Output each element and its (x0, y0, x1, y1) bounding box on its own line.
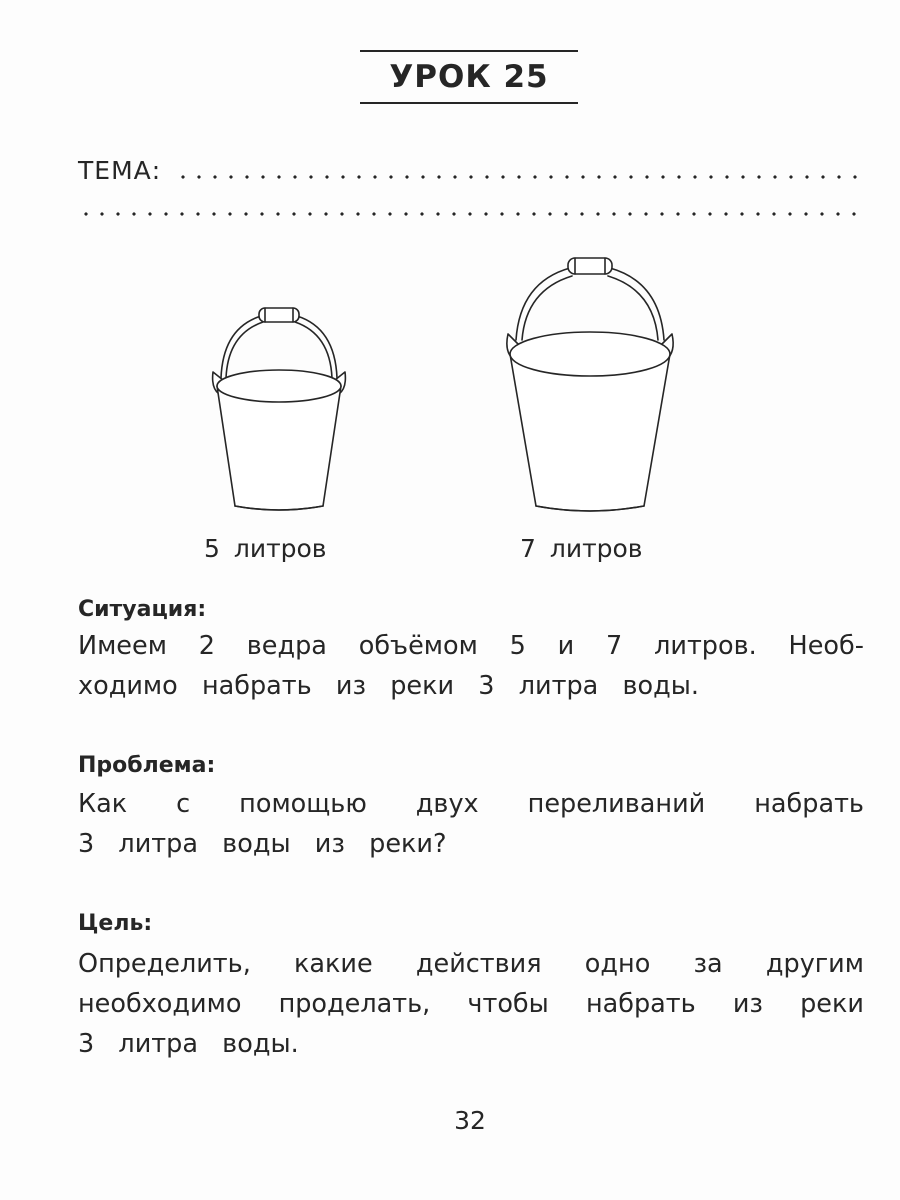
word: проделать, (278, 989, 431, 1019)
lesson-title: УРОК 25 (360, 50, 578, 104)
word: литров. (654, 631, 757, 661)
bucket-icon (205, 300, 353, 520)
situation-line-2: ходимо набрать из реки 3 литра воды. (78, 671, 699, 701)
goal-line-2 (78, 984, 864, 1024)
situation-text (78, 626, 864, 706)
word: и (557, 631, 575, 661)
word: объёмом (358, 631, 478, 661)
topic-fill-line-2 (78, 211, 858, 217)
situation-line-1 (78, 626, 864, 666)
bucket-label-5: 5 литров (204, 534, 327, 563)
word: 5 (509, 631, 526, 661)
word: 2 (198, 631, 215, 661)
word: за (693, 949, 723, 979)
word: Как (78, 789, 128, 819)
word: одно (584, 949, 651, 979)
topic-fill-line (175, 174, 858, 180)
word: из (732, 989, 763, 1019)
word: с (176, 789, 191, 819)
situation-heading: Ситуация: (78, 597, 207, 622)
word: набрать (585, 989, 696, 1019)
word: Необ- (788, 631, 864, 661)
bucket-7-liters-icon (500, 254, 680, 520)
problem-text (78, 784, 864, 864)
word: набрать (754, 789, 864, 819)
goal-line-3: 3 литра воды. (78, 1029, 299, 1059)
page-number: 32 (454, 1106, 486, 1135)
topic-row (78, 152, 858, 188)
word: необходимо (78, 989, 242, 1019)
topic-label: ТЕМА: (78, 156, 162, 185)
problem-line-1 (78, 784, 864, 824)
word: помощью (239, 789, 367, 819)
word: другим (765, 949, 864, 979)
word: двух (415, 789, 479, 819)
word: ведра (246, 631, 327, 661)
goal-heading: Цель: (78, 911, 153, 936)
problem-heading: Проблема: (78, 753, 216, 778)
goal-text (78, 944, 864, 1064)
word: 7 (606, 631, 623, 661)
word: какие (294, 949, 373, 979)
word: Имеем (78, 631, 167, 661)
goal-line-1 (78, 944, 864, 984)
word: чтобы (467, 989, 549, 1019)
problem-line-2: 3 литра воды из реки? (78, 829, 447, 859)
word: Определить, (78, 949, 251, 979)
bucket-icon (500, 254, 680, 520)
bucket-label-7: 7 литров (520, 534, 643, 563)
word: переливаний (527, 789, 706, 819)
bucket-5-liters-icon (205, 300, 353, 520)
word: действия (415, 949, 542, 979)
word: реки (800, 989, 864, 1019)
